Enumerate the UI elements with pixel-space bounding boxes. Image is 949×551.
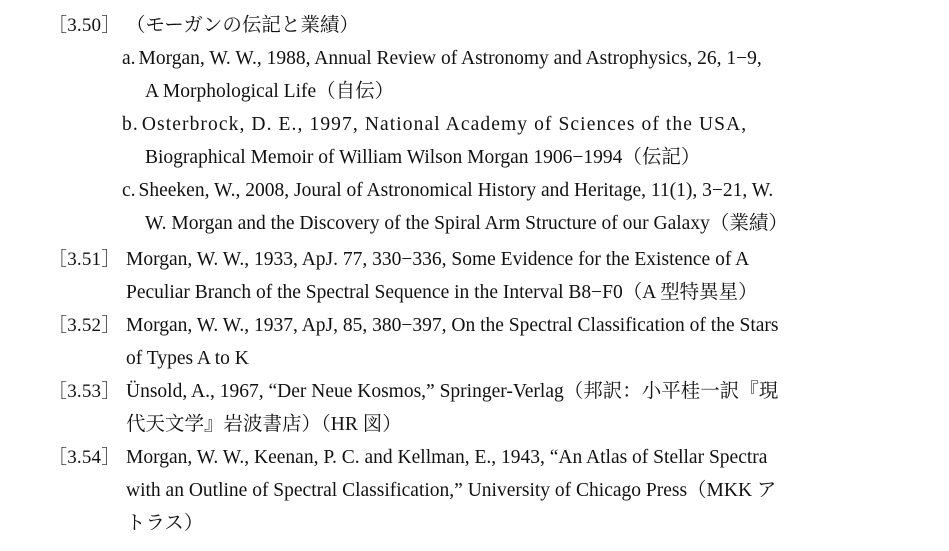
reference-number: ［3.52］ <box>48 315 121 336</box>
reference-line-1: Morgan, W. W., Keenan, P. C. and Kellman, E., 1943, “An Atlas of Stellar Spectra <box>126 447 768 468</box>
reference-number: ［3.51］ <box>48 249 121 270</box>
reference-line-3: トラス） <box>126 513 204 534</box>
sub-reference-a-line1 <box>122 43 762 75</box>
reference-heading: （モーガンの伝記と業績） <box>126 15 359 36</box>
reference-line-2: Peculiar Branch of the Spectral Sequence in the Interval B8−F0（A 型特異星） <box>126 282 758 303</box>
sub-reference-a-line2: A Morphological Life（自伝） <box>145 81 395 102</box>
reference-number: ［3.54］ <box>48 447 121 468</box>
reference-line-1: Ünsold, A., 1967, “Der Neue Kosmos,” Springer-Verlag（邦訳：小平桂一訳『現 <box>126 381 779 402</box>
sub-label-c: c. <box>122 180 136 201</box>
sub-reference-c-text1: Sheeken, W., 2008, Joural of Astronomical History and Heritage, 11(1), 3−21, W. <box>138 180 774 201</box>
reference-number: ［3.53］ <box>48 381 121 402</box>
reference-line-1: Morgan, W. W., 1937, ApJ, 85, 380−397, On the Spectral Classification of the Stars <box>126 315 779 336</box>
reference-line-2: 代天文学』岩波書店）（HR 図） <box>126 414 402 435</box>
sub-reference-c-line2: W. Morgan and the Discovery of the Spiral Arm Structure of our Galaxy（業績） <box>145 213 788 234</box>
sub-reference-a-text1: Morgan, W. W., 1988, Annual Review of Astronomy and Astrophysics, 26, 1−9, <box>138 48 762 69</box>
reference-line-2: of Types A to K <box>126 348 249 369</box>
reference-number: ［3.50］ <box>48 15 121 36</box>
sub-reference-b-line1 <box>122 109 747 141</box>
reference-line-2: with an Outline of Spectral Classification,” University of Chicago Press（MKK ア <box>126 480 777 501</box>
sub-label-b: b. <box>122 114 139 135</box>
sub-reference-b-text1: Osterbrock, D. E., 1997, National Academy of Sciences of the USA, <box>141 114 748 135</box>
sub-reference-b-line2: Biographical Memoir of William Wilson Morgan 1906−1994（伝記） <box>145 147 701 168</box>
sub-reference-c-line1 <box>122 175 773 207</box>
sub-label-a: a. <box>122 48 136 69</box>
reference-line-1: Morgan, W. W., 1933, ApJ. 77, 330−336, Some Evidence for the Existence of A <box>126 249 750 270</box>
